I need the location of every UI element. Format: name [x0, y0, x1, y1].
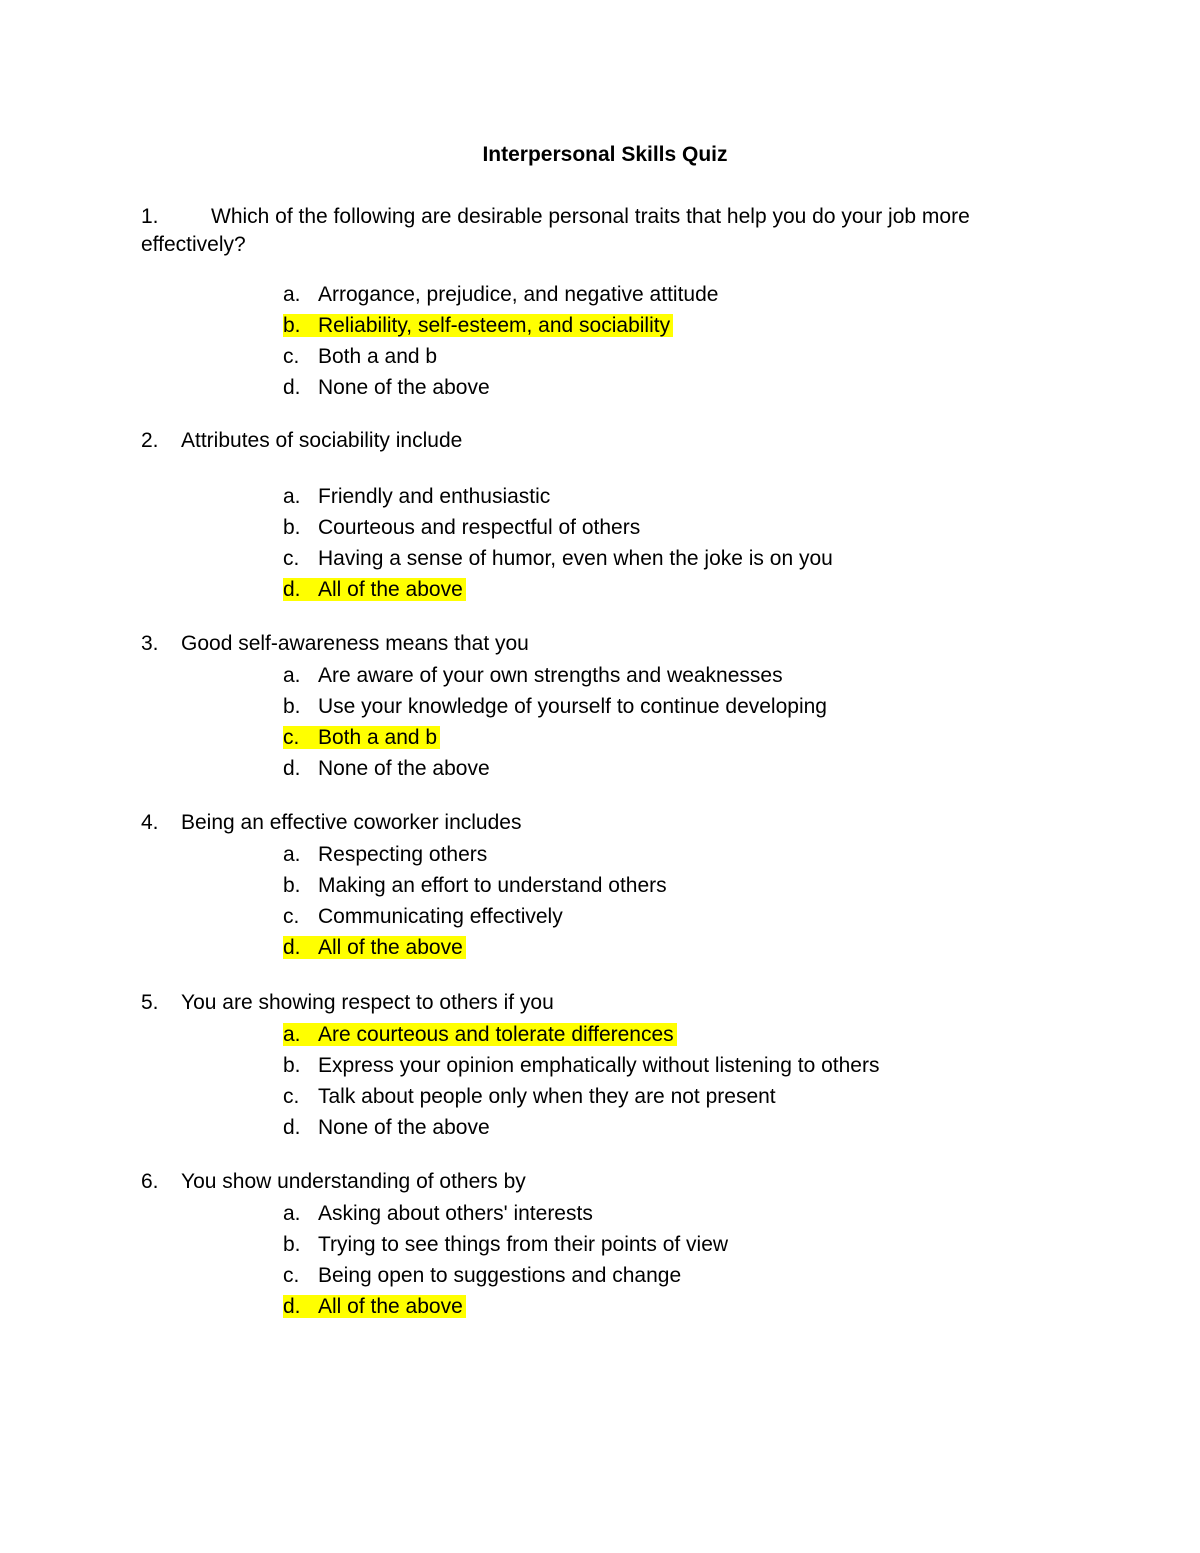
option-item-answer — [283, 310, 718, 341]
option-text: Friendly and enthusiastic — [318, 485, 551, 508]
option-item — [283, 901, 667, 932]
option-text: Communicating effectively — [318, 905, 563, 928]
question-4 — [141, 809, 1001, 837]
option-letter: d. — [283, 936, 301, 959]
option-letter: d. — [283, 757, 301, 780]
option-letter: c. — [283, 905, 300, 928]
option-letter: a. — [283, 1023, 301, 1046]
option-item — [283, 372, 718, 403]
option-letter: c. — [283, 1264, 300, 1287]
option-letter: b. — [283, 1233, 301, 1256]
option-letter: c. — [283, 726, 300, 749]
option-item-answer — [283, 1019, 879, 1050]
option-text: None of the above — [318, 757, 490, 780]
options-question-5 — [283, 1019, 879, 1143]
option-letter: c. — [283, 1085, 300, 1108]
option-item — [283, 1198, 728, 1229]
option-letter: c. — [283, 345, 300, 368]
option-text: Having a sense of humor, even when the joke is on you — [318, 547, 833, 570]
option-item — [283, 839, 667, 870]
question-number: 4. — [141, 811, 159, 834]
option-letter: b. — [283, 695, 301, 718]
question-text: You are showing respect to others if you — [181, 991, 554, 1014]
option-item-answer — [283, 574, 833, 605]
option-letter: a. — [283, 843, 301, 866]
option-item — [283, 870, 667, 901]
option-letter: a. — [283, 664, 301, 687]
option-item — [283, 279, 718, 310]
option-letter: c. — [283, 547, 300, 570]
options-question-4 — [283, 839, 667, 963]
option-letter: d. — [283, 1295, 301, 1318]
option-text: Arrogance, prejudice, and negative attitude — [318, 283, 719, 306]
option-text: Express your opinion emphatically without listening to others — [318, 1054, 880, 1077]
option-letter: d. — [283, 578, 301, 601]
option-text: Trying to see things from their points of view — [318, 1233, 729, 1256]
question-number: 5. — [141, 991, 159, 1014]
question-6 — [141, 1168, 1001, 1196]
option-letter: a. — [283, 283, 301, 306]
question-number: 6. — [141, 1170, 159, 1193]
question-number: 1. — [141, 205, 159, 228]
question-number: 3. — [141, 632, 159, 655]
option-text: Are courteous and tolerate differences — [318, 1023, 674, 1046]
option-item — [283, 512, 833, 543]
option-item-answer — [283, 932, 667, 963]
option-item — [283, 1112, 879, 1143]
option-letter: d. — [283, 376, 301, 399]
option-text: All of the above — [318, 578, 463, 601]
option-letter: b. — [283, 314, 301, 337]
option-letter: a. — [283, 1202, 301, 1225]
page-title: Interpersonal Skills Quiz — [482, 143, 728, 166]
question-3 — [141, 630, 1001, 658]
option-letter: b. — [283, 516, 301, 539]
options-question-2 — [283, 481, 833, 605]
option-letter: b. — [283, 874, 301, 897]
option-text: Making an effort to understand others — [318, 874, 667, 897]
question-text: Being an effective coworker includes — [181, 811, 522, 834]
option-text: Are aware of your own strengths and weaknesses — [318, 664, 783, 687]
option-item-answer — [283, 1291, 728, 1322]
option-text: None of the above — [318, 376, 490, 399]
option-letter: d. — [283, 1116, 301, 1139]
options-question-6 — [283, 1198, 728, 1322]
option-item — [283, 481, 833, 512]
question-text: Attributes of sociability include — [181, 429, 463, 452]
option-text: Respecting others — [318, 843, 488, 866]
question-5 — [141, 989, 1001, 1017]
option-item — [283, 1050, 879, 1081]
option-item — [283, 1229, 728, 1260]
option-text: Use your knowledge of yourself to continue developing — [318, 695, 827, 718]
option-item — [283, 660, 827, 691]
option-item — [283, 753, 827, 784]
option-text: Both a and b — [318, 726, 438, 749]
question-1 — [141, 203, 1001, 259]
option-item — [283, 341, 718, 372]
question-text: Good self-awareness means that you — [181, 632, 529, 655]
option-text: None of the above — [318, 1116, 490, 1139]
option-letter: a. — [283, 485, 301, 508]
option-item — [283, 543, 833, 574]
option-item — [283, 1260, 728, 1291]
option-text: Reliability, self-esteem, and sociability — [318, 314, 671, 337]
question-number: 2. — [141, 429, 159, 452]
option-letter: b. — [283, 1054, 301, 1077]
option-item-answer — [283, 722, 827, 753]
options-question-3 — [283, 660, 827, 784]
option-item — [283, 691, 827, 722]
question-2 — [141, 427, 1001, 455]
option-text: Both a and b — [318, 345, 438, 368]
option-text: Being open to suggestions and change — [318, 1264, 682, 1287]
options-question-1 — [283, 279, 718, 403]
option-text: All of the above — [318, 1295, 463, 1318]
option-item — [283, 1081, 879, 1112]
question-text: You show understanding of others by — [181, 1170, 526, 1193]
option-text: All of the above — [318, 936, 463, 959]
option-text: Talk about people only when they are not present — [318, 1085, 776, 1108]
option-text: Asking about others' interests — [318, 1202, 593, 1225]
option-text: Courteous and respectful of others — [318, 516, 641, 539]
question-text: Which of the following are desirable personal traits that help you do your job more effectively? — [141, 205, 970, 256]
